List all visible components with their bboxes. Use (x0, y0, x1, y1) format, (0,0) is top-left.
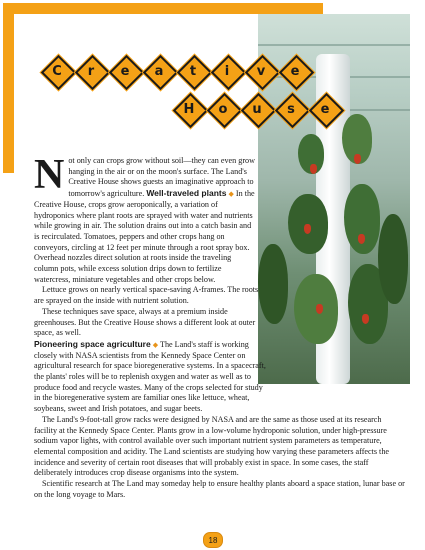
section-heading-well-traveled: Well-traveled plants (146, 188, 227, 199)
section2-body: The Land's staff is working closely with NASA scientists from the Kennedy Space Center on agricultural research for space bioregenerative systems. In a spacecraft, the plants' roles will be to replenish oxygen and water as well as to produce food and recycle wastes. Many of the crops selected for study in the bioregenerative system are familiar ones like lettuce, wheat, soybeans, sweet and Irish potatoes, and sugar beets. (34, 339, 266, 414)
section1-body: In the Creative House, crops grow aeroponically, a variation of hydroponics where plant roots are sprayed with water and nutrients while growing in air. The solution drains out into a catch basin and is recirculated. Tomatoes, peppers and other crops hang on conveyors, circling at 12 feet per minute through a root spray box. Overhead nozzles direct solution at roots inside the traveling column pots, while excess solution drips down to fertilize watercress, miniature vegetables and other crops below. (34, 189, 255, 284)
title-word-house (174, 94, 340, 124)
title-letter-tile: o (208, 94, 238, 124)
diamond-bullet-icon: ◆ (228, 190, 234, 199)
title-letter-tile: r (76, 56, 106, 86)
title-letter-tile: a (144, 56, 174, 86)
title-letter-tile: e (310, 94, 340, 124)
intro-paragraph: Not only can crops grow without soil—they can even grow hanging in the air or on the moon's surface. The Land's Creative House shows guests an imaginative approach to tomorrow's agriculture. Well-traveled plants ◆ In the Creative House, crops grow aeroponically, a variation of hydroponics where plant roots are sprayed with water and nutrients while growing in air. The solution drains out into a catch basin and is recirculated. Tomatoes, peppers and other crops hang on conveyors, circling at 12 feet per minute through a root spray box. Overhead nozzles direct solution at roots inside the traveling column pots, while excess solution drips down to fertilize watercress, miniature vegetables and other crops below. (34, 152, 255, 284)
title-letter-tile: C (42, 56, 72, 86)
racks-paragraph: The Land's 9-foot-tall grow racks were designed by NASA and are the same as those used at its research facility at the Kennedy Space Center. Plants grow in a low-volume hydroponic solution, under high-pressure sodium vapor lights, with control available over such important nutrient system parameters as temperature, elemental composition and acidity. The Land scientists are studying how varying these parameters affects the incidence and severity of certain root diseases that will probably exist in space. In some cases, the staff deliberately introduces crop disease organisms into the system. (34, 414, 389, 478)
title-letter-tile: t (178, 56, 208, 86)
techniques-paragraph: These techniques save space, always at a premium inside greenhouses. But the Creative House shows a different look at outer space, as well. (34, 306, 256, 338)
title-letter-tile: e (110, 56, 140, 86)
article-body (34, 152, 406, 501)
lettuce-paragraph: Lettuce grows on nearly vertical space-saving A-frames. The roots are sprayed on the inside with nutrient solution. (34, 285, 259, 306)
section-heading-pioneering: Pioneering space agriculture (34, 338, 151, 349)
drop-cap: N (34, 152, 65, 198)
title-letter-tile: u (242, 94, 272, 124)
title-letter-tile: e (280, 56, 310, 86)
page-number: 18 (203, 532, 223, 548)
research-paragraph: Scientific research at The Land may someday help to ensure healthy plants aboard a space station, lunar base or on the long voyage to Mars. (34, 479, 405, 499)
diamond-bullet-icon: ◆ (152, 340, 159, 349)
title-letter-tile: v (246, 56, 276, 86)
title-letter-tile: s (276, 94, 306, 124)
section2-paragraph (34, 339, 270, 415)
title-letter-tile: H (174, 94, 204, 124)
title-letter-tile: i (212, 56, 242, 86)
title-word-creative (42, 56, 310, 86)
